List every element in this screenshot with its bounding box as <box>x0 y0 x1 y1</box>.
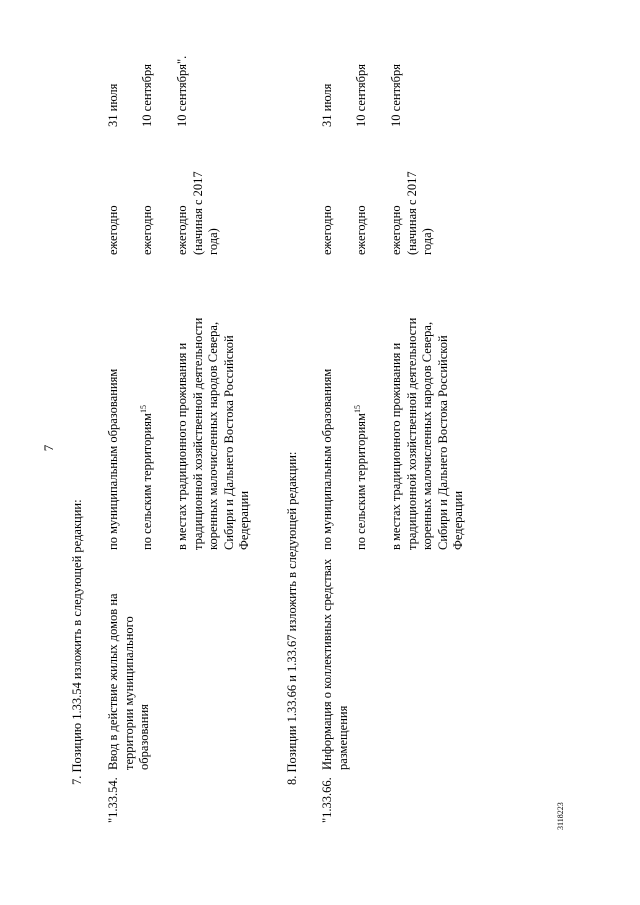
section8-breakdown-2-text: по сельским территориям <box>354 413 368 550</box>
section7-title: Ввод в действие жилых домов на территории муниципального образования <box>106 593 151 770</box>
section8-code: "1.33.66. <box>320 777 334 823</box>
section8-deadline-2: 10 сентября <box>354 64 368 127</box>
section8-breakdown-2 <box>354 315 370 550</box>
section8-breakdown-1: по муниципальным образованиям <box>320 368 334 550</box>
section8-deadline-1: 31 июля <box>320 83 334 127</box>
footnote-ref: 15 <box>352 405 362 414</box>
section7-breakdown-3: в местах традиционного проживания и традиционной хозяйственной деятельности коренных малочисленных народов Севера, Сибири и Дальнего Востока Российской Федерации <box>175 317 251 550</box>
section8-deadline-3: 10 сентября <box>389 64 403 127</box>
section7-heading: 7. Позицию 1.33.54 изложить в следующей редакции: <box>70 499 84 785</box>
page-number: 7 <box>41 444 56 452</box>
section8-heading: 8. Позиции 1.33.66 и 1.33.67 изложить в следующей редакции: <box>285 451 299 785</box>
section7-breakdown-1: по муниципальным образованиям <box>106 368 120 550</box>
section8-breakdown-3: в местах традиционного проживания и традиционной хозяйственной деятельности коренных малочисленных народов Севера, Сибири и Дальнего Востока Российской Федерации <box>389 317 465 550</box>
section7-frequency-2: ежегодно <box>140 205 154 255</box>
section7-deadline-1: 31 июля <box>106 83 120 127</box>
section7-frequency-3: ежегодно (начиная с 2017 года) <box>175 171 220 255</box>
document-id: 3118223 <box>556 802 565 830</box>
section7-frequency-1: ежегодно <box>106 205 120 255</box>
section8-frequency-3: ежегодно (начиная с 2017 года) <box>389 171 434 255</box>
section7-breakdown-2-text: по сельским территориям <box>140 413 154 550</box>
section8-frequency-1: ежегодно <box>320 205 334 255</box>
section7-code: "1.33.54. <box>106 777 120 823</box>
footnote-ref: 15 <box>138 405 148 414</box>
section8-frequency-2: ежегодно <box>354 205 368 255</box>
section7-deadline-2: 10 сентября <box>140 64 154 127</box>
section7-breakdown-2 <box>140 315 156 550</box>
section7-deadline-3: 10 сентября". <box>175 55 189 127</box>
section8-title: Информация о коллективных средствах размещения <box>320 558 350 770</box>
